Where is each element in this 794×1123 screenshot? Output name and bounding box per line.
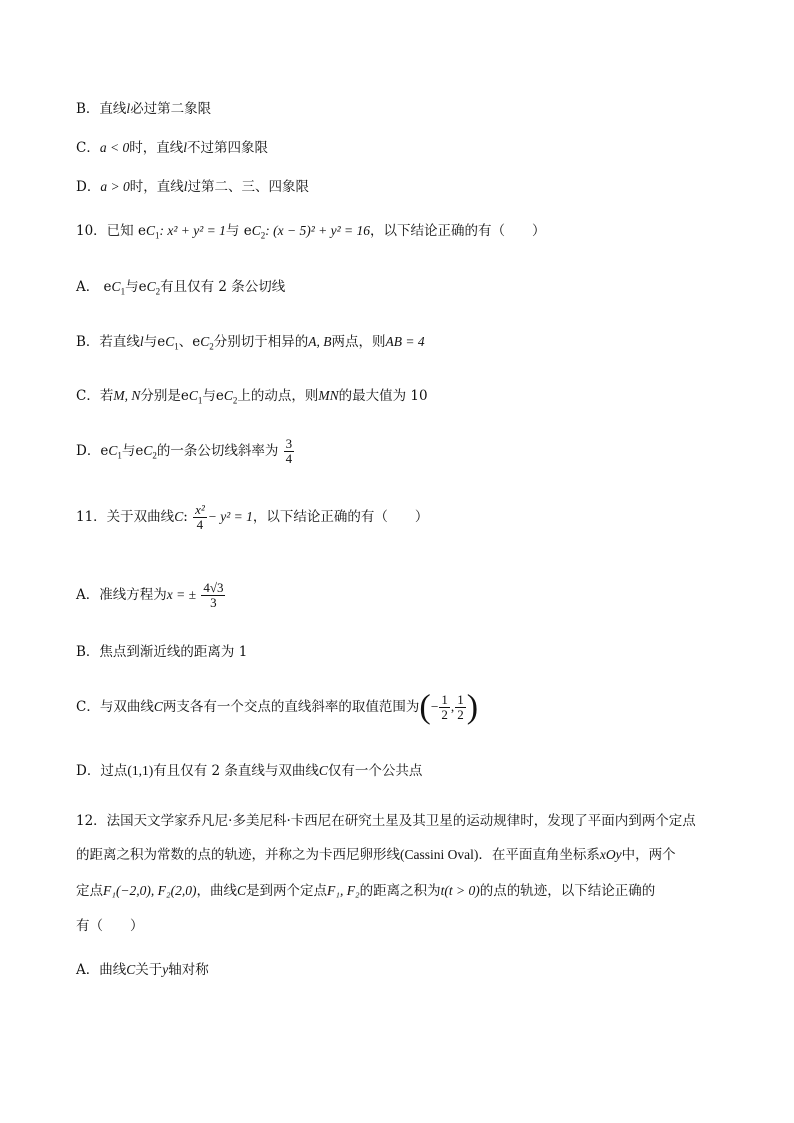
circle-symbol-icon: e [137,223,146,239]
q12-stem-line-1: 12．法国天文学家乔凡尼·多美尼科·卡西尼在研究土星及其卫星的运动规律时，发现了平面内到两个定点 [76,813,696,829]
q12-stem-line-3: 定点F₁(−2,0), F₂(2,0)，曲线C是到两个定点F₁, F₂的距离之积为t(t > 0)的点的轨迹，以下结论正确的 [76,883,656,899]
circle-symbol-icon: e [103,279,112,295]
fraction: $\frac{1}{2}$ [441,692,448,722]
q12-option-a: A．曲线C关于y轴对称 [76,962,209,978]
q10-option-d: D．$eC_1$与$eC_2$的一条公切线斜率为 $\frac{3}{4}$ [76,436,293,466]
circle-symbol-icon: e [138,279,147,295]
fraction: $\frac{4√3}{3}$ [203,580,224,610]
circle-symbol-icon: e [215,388,224,404]
q12-stem-line-4: 有（ ） [76,918,144,934]
circle-symbol-icon: e [243,223,252,239]
q11-option-d: D．过点(1,1)有且仅有 2 条直线与双曲线C仅有一个公共点 [76,763,423,779]
q9-option-b: B．直线l必过第二象限 [76,101,212,117]
circle-symbol-icon: e [192,334,201,350]
q10-option-a: A． $eC_1$与$eC_2$有且仅有 2 条公切线 [76,279,286,297]
fraction: $\frac{\text{x²}}{4}$ [195,502,205,532]
q11-option-a: A．准线方程为x = ± $\frac{4√3}{3}$ [76,580,224,610]
circle-symbol-icon: e [100,443,109,459]
q10-option-b: B．若直线l与$eC_1$、$eC_2$分别切于相异的A, B两点，则AB = 4 [76,334,425,352]
q12-stem-line-2: 的距离之积为常数的点的轨迹，并称之为卡西尼卵形线(Cassini Oval)．在平面直角坐标系xOy中，两个 [76,847,676,863]
circle-symbol-icon: e [180,388,189,404]
q10-option-c: C．若M, N分别是$eC_1$与$eC_2$上的动点，则MN的最大值为 10 [76,388,428,406]
q11-stem: 11．关于双曲线C: $\frac{\text{x²}}{4}$ − y² = 1，以下结论正确的有（ ） [76,502,429,532]
q9-option-c: C．a < 0时，直线l不过第四象限 [76,140,268,156]
circle-symbol-icon: e [157,334,166,350]
fraction: $\frac{1}{2}$ [457,692,464,722]
q11-option-c: C．与双曲线C两支各有一个交点的直线斜率的取值范围为(− $\frac{1}{2}$ , $\frac{1}{2}$ ) [76,688,479,726]
circle-symbol-icon: e [135,443,144,459]
fraction: $\frac{3}{4}$ [285,436,293,466]
q9-option-d: D．a > 0时，直线l过第二、三、四象限 [76,179,309,195]
q11-option-b: B．焦点到渐近线的距离为 1 [76,644,248,660]
q10-stem: 10．已知 $eC_1$: x² + y² = 1与 $eC_2$: (x − 5)² + y² = 16，以下结论正确的有（ ） [76,223,546,241]
